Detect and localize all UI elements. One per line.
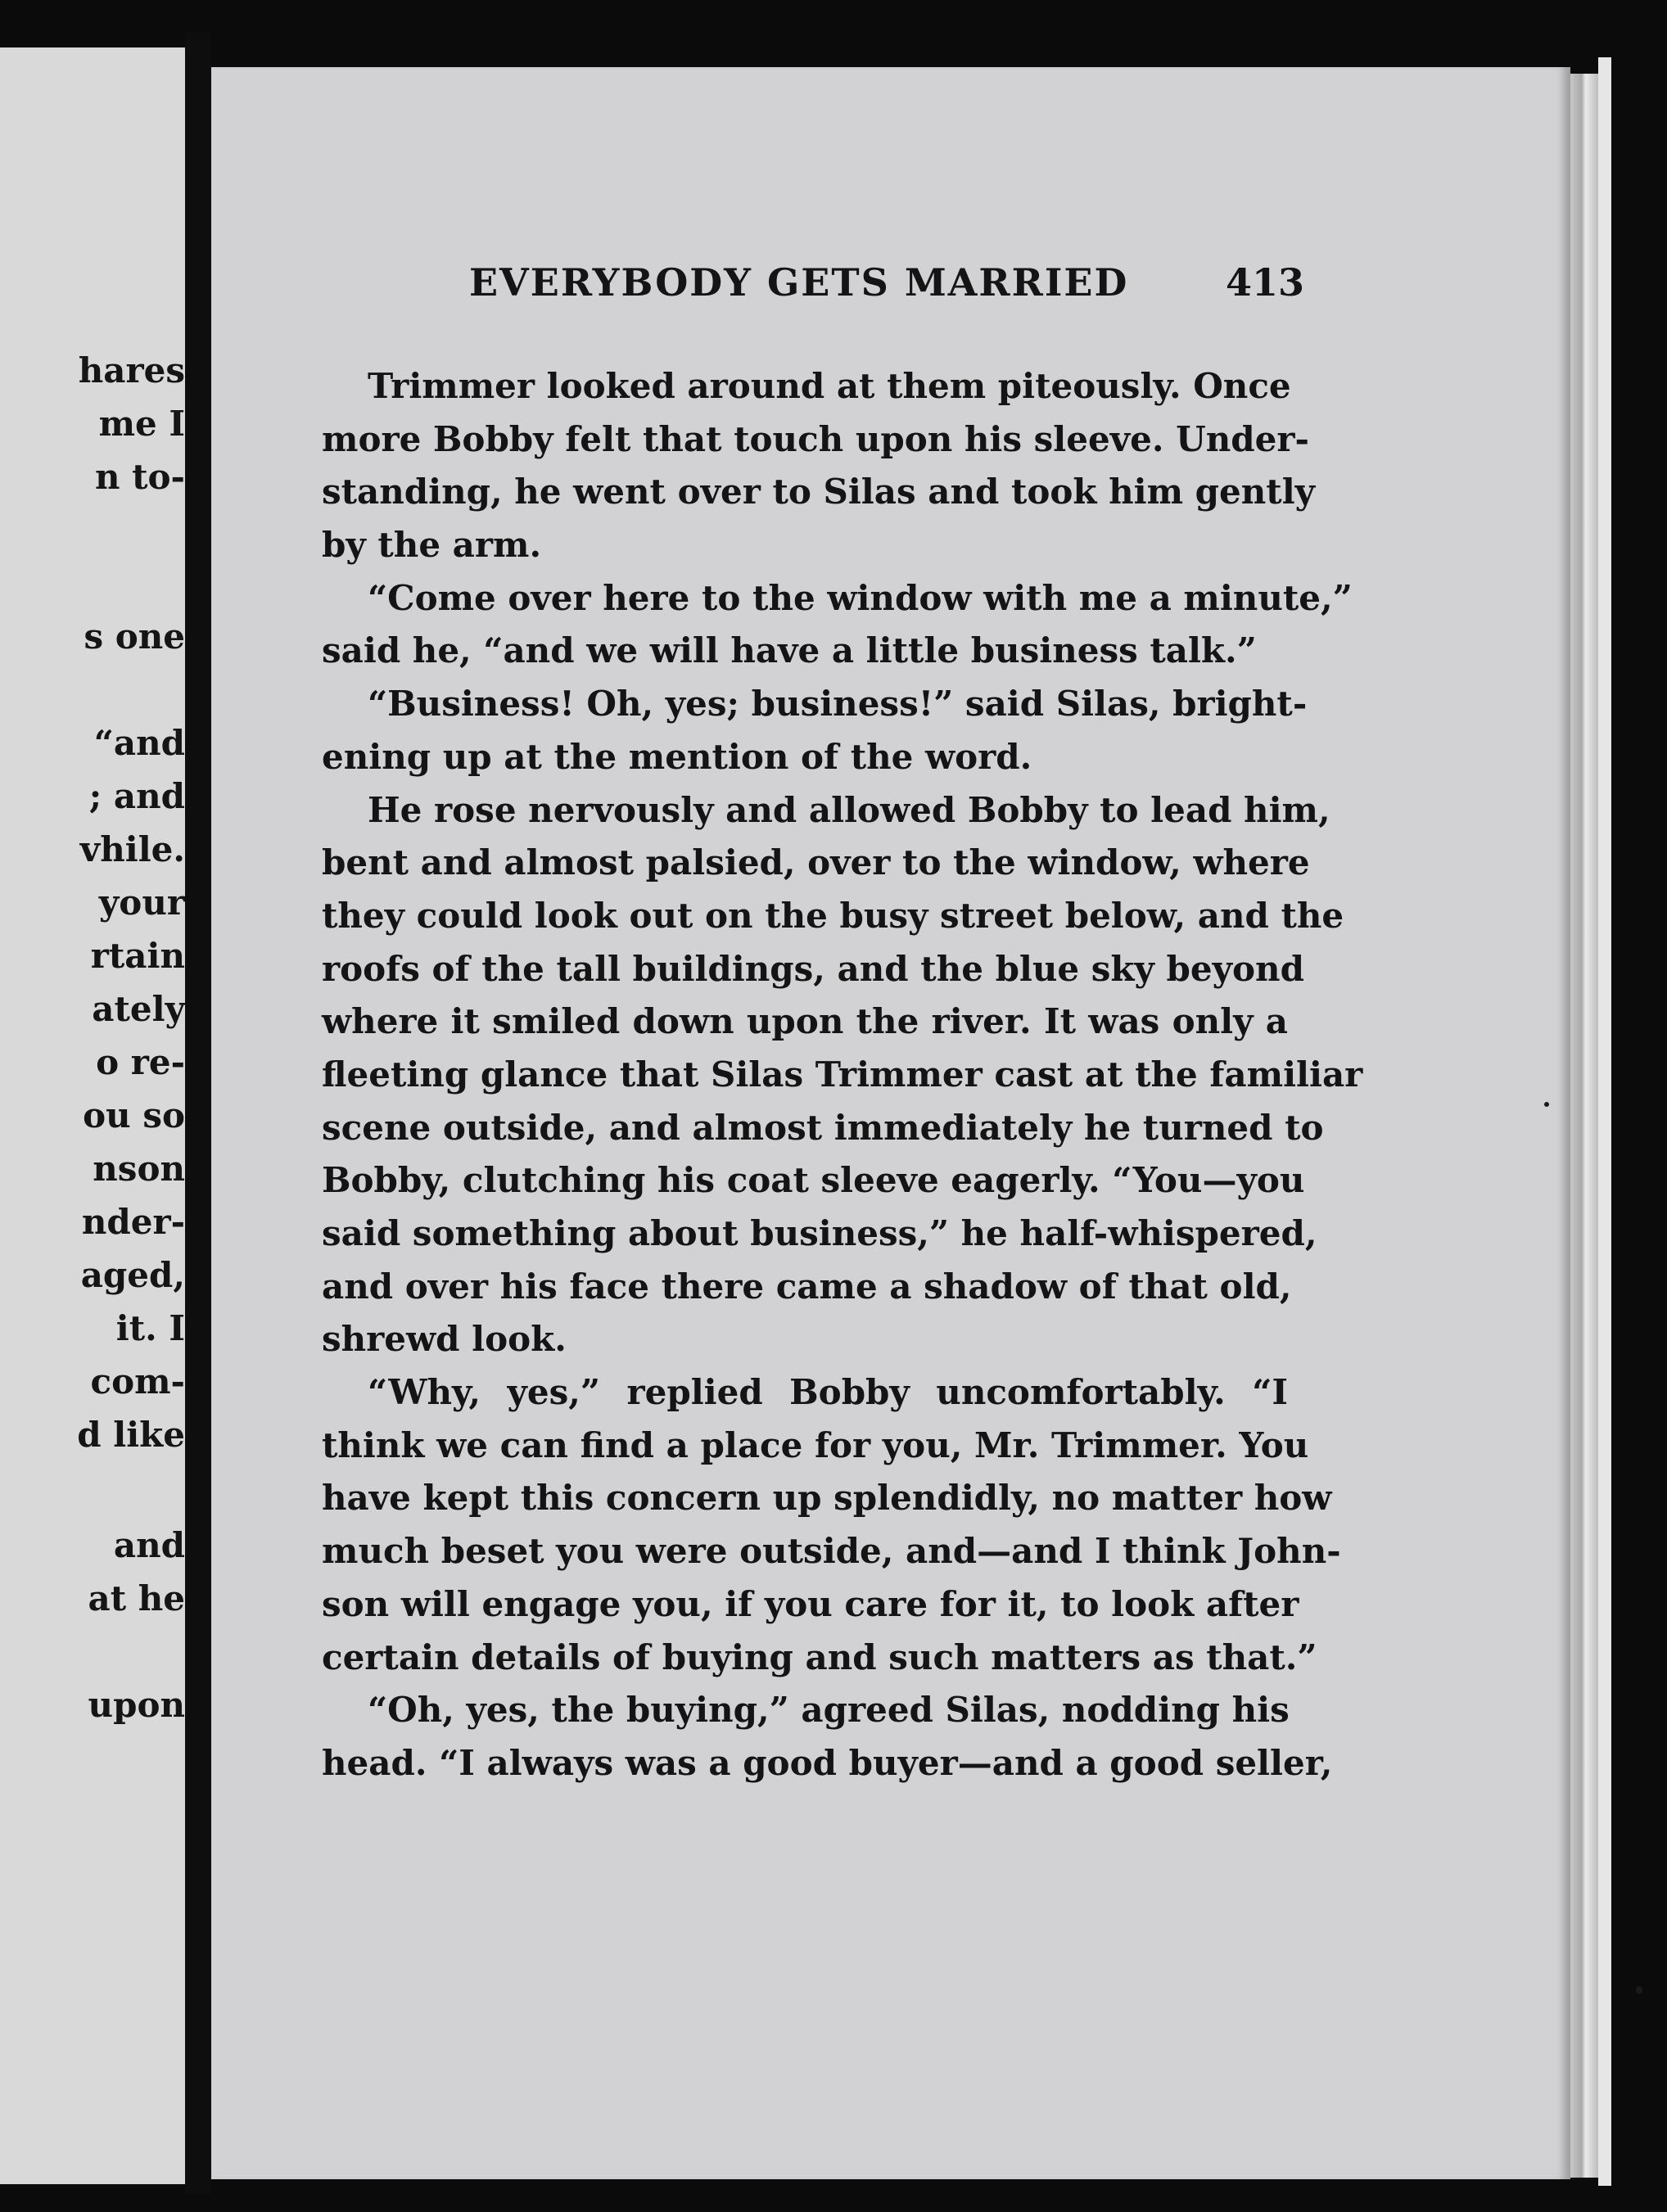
text-line: they could look out on the busy street below, and the — [322, 895, 1344, 936]
text-line: He rose nervously and allowed Bobby to lead him, — [368, 789, 1330, 830]
text-line: much beset you were outside, and—and I think John- — [322, 1531, 1341, 1572]
left-page-fragment: s one — [84, 616, 185, 657]
text-line: son will engage you, if you care for it, to look after — [322, 1583, 1299, 1624]
running-title: EVERYBODY GETS MARRIED — [469, 260, 1129, 305]
text-line: by the arm. — [322, 525, 542, 566]
dust-speck — [1544, 1102, 1549, 1107]
text-line: “Come over here to the window with me a minute,” — [368, 577, 1353, 618]
text-line: said he, “and we will have a little business talk.” — [322, 630, 1257, 671]
left-page-fragment: your — [98, 883, 185, 923]
text-line: more Bobby felt that touch upon his sleeve. Under- — [322, 418, 1309, 459]
left-page-fragment: ou so — [83, 1095, 185, 1135]
text-line: have kept this concern up splendidly, no matter how — [322, 1478, 1332, 1519]
text-line: shrewd look. — [322, 1319, 567, 1360]
left-page-fragment: o re- — [96, 1042, 185, 1082]
left-page-fragment: hares — [78, 350, 185, 390]
left-page-fragment: ; and — [88, 776, 185, 816]
page-edge — [1570, 74, 1598, 2178]
running-head — [256, 260, 1304, 309]
left-page-fragment: and — [113, 1525, 185, 1565]
left-page-fragment: d like — [77, 1415, 185, 1455]
left-page-fragment: com- — [90, 1361, 185, 1402]
page-edge-outer — [1598, 57, 1611, 2186]
text-line: scene outside, and almost immediately he turned to — [322, 1107, 1324, 1148]
text-line: think we can find a place for you, Mr. Trimmer. You — [322, 1424, 1309, 1465]
text-line: “Business! Oh, yes; business!” said Silas, bright- — [368, 684, 1308, 725]
text-line: standing, he went over to Silas and took him gently — [322, 472, 1316, 512]
text-line: certain details of buying and such matters as that.” — [322, 1636, 1317, 1677]
text-line: “Oh, yes, the buying,” agreed Silas, nodding his — [368, 1690, 1290, 1731]
text-line: fleeting glance that Silas Trimmer cast at the familiar — [322, 1054, 1363, 1095]
text-line: head. “I always was a good buyer—and a good seller, — [322, 1742, 1333, 1783]
dust-speck — [1636, 1986, 1642, 1994]
left-page-fragment: aged, — [80, 1255, 185, 1295]
text-line: said something about business,” he half-whispered, — [322, 1213, 1317, 1253]
text-line: Trimmer looked around at them piteously. Once — [368, 366, 1291, 406]
text-line: “Why, yes,” replied Bobby uncomfortably. “I — [368, 1372, 1288, 1413]
left-page-fragment: me I — [98, 404, 185, 444]
left-page-fragment: upon — [88, 1685, 185, 1725]
text-line: where it smiled down upon the river. It was only a — [322, 1001, 1288, 1042]
left-page — [0, 47, 185, 2184]
body-text — [322, 360, 1363, 1790]
book-gutter — [185, 33, 211, 2194]
text-line: bent and almost palsied, over to the window, where — [322, 842, 1310, 883]
left-page-fragment: nson — [93, 1149, 185, 1189]
left-page-fragment: vhile. — [79, 829, 185, 869]
text-line: and over his face there came a shadow of that old, — [322, 1266, 1292, 1307]
left-page-fragment: n to- — [94, 457, 185, 497]
left-page-fragment: “and — [93, 723, 185, 763]
text-line: Bobby, clutching his coat sleeve eagerly. “You—you — [322, 1160, 1305, 1201]
left-page-fragment: it. I — [115, 1308, 185, 1348]
left-page-fragment: nder- — [81, 1202, 185, 1242]
left-page-fragment: rtain — [90, 936, 185, 976]
left-page-fragment: at he — [88, 1578, 185, 1618]
text-line: roofs of the tall buildings, and the blue sky beyond — [322, 948, 1304, 989]
page-number: 413 — [1225, 260, 1304, 305]
left-page-fragment: ately — [92, 989, 185, 1029]
text-line: ening up at the mention of the word. — [322, 736, 1032, 777]
